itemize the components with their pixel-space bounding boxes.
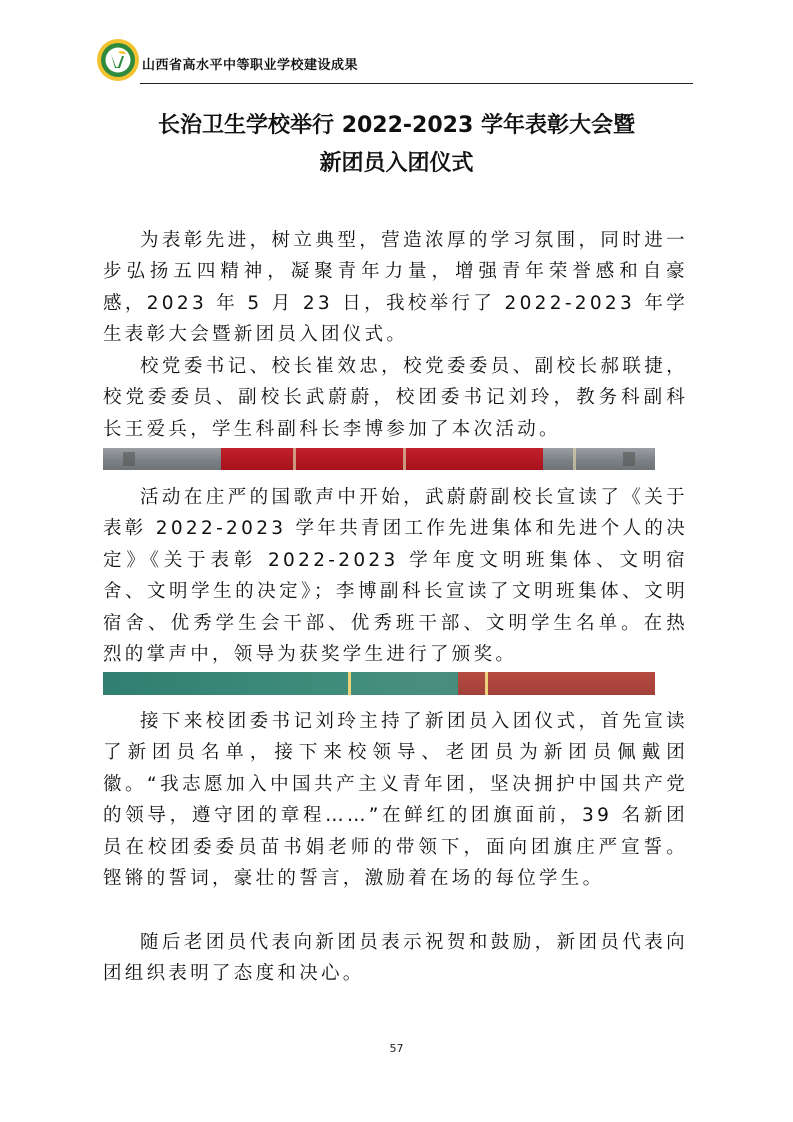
paragraph-3: 活动在庄严的国歌声中开始，武蔚蔚副校长宣读了《关于表彰 2022-2023 学年共青团工作先进集体和先进个人的决定》《关于表彰 2022-2023 学年度文明班集体、文明宿舍、文明学生的决定》；李博副科长宣读了文明班集体、文明宿舍、优秀学生会干部、优秀班干部、文明学生名单。在热烈的掌声中，领导为获奖学生进行了颁奖。 — [103, 487, 688, 666]
photo-detail — [403, 448, 406, 470]
header-title: 山西省高水平中等职业学校建设成果 — [142, 58, 359, 73]
photo-strip-2 — [103, 672, 655, 695]
photo-court-line — [348, 672, 351, 695]
photo-detail — [573, 448, 576, 470]
page-number: 57 — [389, 1042, 404, 1055]
paragraph-5: 随后老团员代表向新团员表示祝贺和鼓励，新团员代表向团组织表明了态度和决心。 — [103, 932, 688, 985]
photo-detail — [293, 448, 296, 470]
header-divider — [140, 83, 693, 84]
photo-red-banner — [221, 448, 543, 470]
photo-detail — [123, 452, 135, 466]
article-title-line-1: 长治卫生学校举行 2022-2023 学年表彰大会暨 — [158, 113, 635, 138]
paragraph-2: 校党委书记、校长崔效忠，校党委委员、副校长郝联捷，校党委委员、副校长武蔚蔚，校团委书记刘玲，教务科副科长王爱兵，学生科副科长李博参加了本次活动。 — [103, 356, 688, 440]
photo-court-line — [485, 672, 488, 695]
paragraph-4: 接下来校团委书记刘玲主持了新团员入团仪式，首先宣读了新团员名单，接下来校领导、老团员为新团员佩戴团徽。“我志愿加入中国共产主义青年团，坚决拥护中国共产党的领导，遵守团的章程……”在鲜红的团旗面前，39 名新团员在校团委委员苗书娟老师的带领下，面向团旗庄严宣誓。铿锵的誓词，豪壮的誓言，激励着在场的每位学生。 — [103, 711, 688, 890]
school-emblem-icon — [96, 38, 140, 82]
article-title-line-2: 新团员入团仪式 — [319, 151, 474, 176]
photo-strip-1 — [103, 448, 655, 470]
page-header — [96, 38, 693, 86]
photo-detail — [623, 452, 635, 466]
paragraph-1: 为表彰先进，树立典型，营造浓厚的学习氛围，同时进一步弘扬五四精神，凝聚青年力量，增强青年荣誉感和自豪感，2023 年 5 月 23 日，我校举行了 2022-2023 年学生表彰大会暨新团员入团仪式。 — [103, 230, 688, 346]
